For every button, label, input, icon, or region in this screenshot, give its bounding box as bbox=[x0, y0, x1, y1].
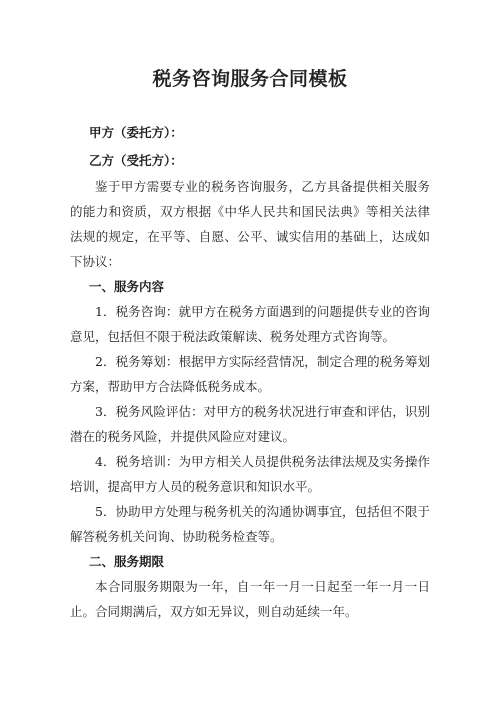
service-item-3: 3．税务风险评估：对甲方的税务状况进行审查和评估，识别潜在的税务风险，并提供风险应对建议。 bbox=[70, 404, 430, 444]
section-heading-service-content: 一、服务内容 bbox=[89, 279, 165, 294]
party-b-label: 乙方（受托方）： bbox=[89, 153, 183, 168]
service-item-1: 1．税务咨询：就甲方在税务方面遇到的问题提供专业的咨询意见，包括但不限于税法政策解读、税务处理方式咨询等。 bbox=[70, 304, 430, 344]
service-item-5: 5．协助甲方处理与税务机关的沟通协调事宜，包括但不限于解答税务机关问询、协助税务检查等。 bbox=[70, 504, 430, 544]
intro-paragraph: 鉴于甲方需要专业的税务咨询服务，乙方具备提供相关服务的能力和资质，双方根据《中华人民共和国民法典》等相关法律法规的规定，在平等、自愿、公平、诚实信用的基础上，达成如下协议： bbox=[70, 179, 430, 269]
service-item-4: 4．税务培训：为甲方相关人员提供税务法律法规及实务操作培训，提高甲方人员的税务意识和知识水平。 bbox=[70, 454, 430, 494]
service-term-paragraph: 本合同服务期限为一年，自一年一月一日起至一年一月一日止。合同期满后，双方如无异议，则自动延续一年。 bbox=[70, 579, 430, 619]
section-heading-service-term: 二、服务期限 bbox=[89, 554, 165, 569]
party-a-label: 甲方（委托方）： bbox=[89, 125, 183, 140]
service-item-2: 2．税务筹划：根据甲方实际经营情况，制定合理的税务筹划方案，帮助甲方合法降低税务成本。 bbox=[70, 354, 430, 394]
document-title: 税务咨询服务合同模板 bbox=[152, 68, 348, 90]
